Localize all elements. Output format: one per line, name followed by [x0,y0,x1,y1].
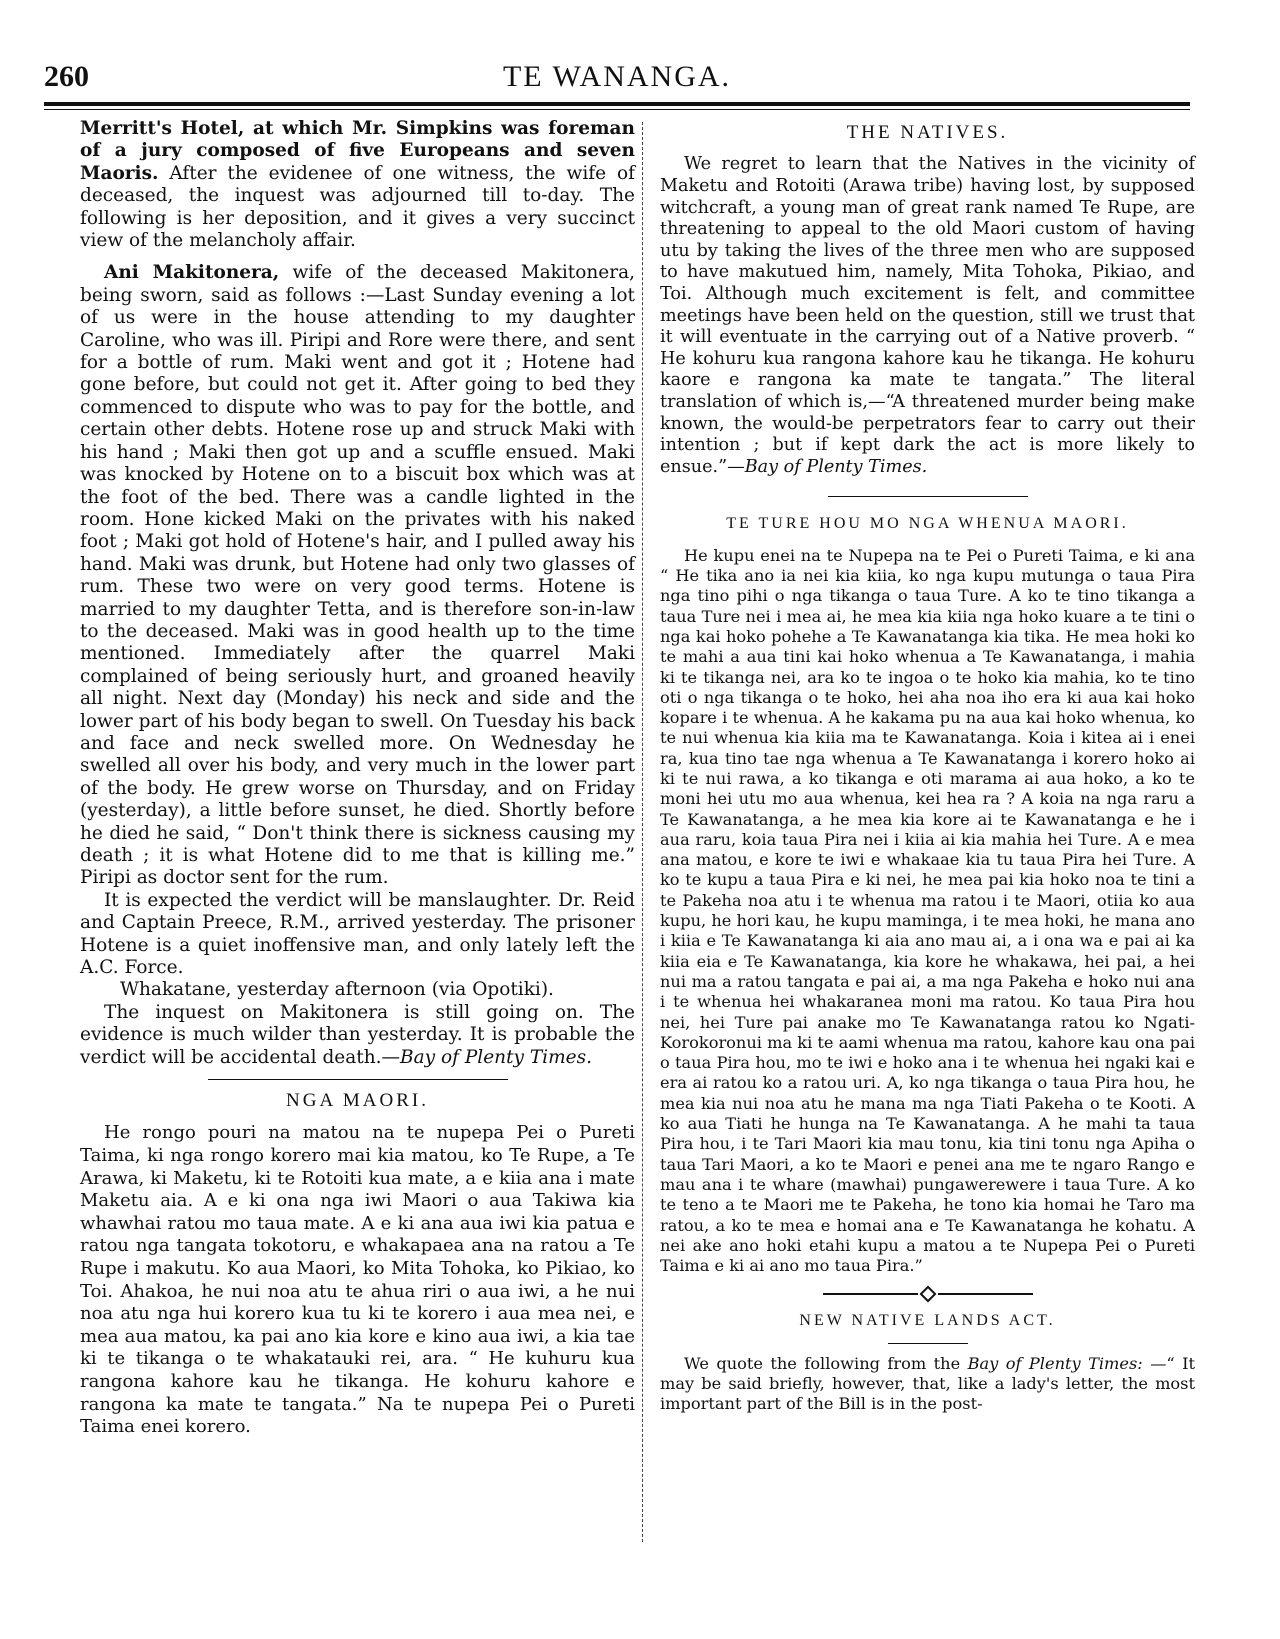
nga-maori-heading: NGA MAORI. [286,1090,429,1112]
nnla-source: Bay of Plenty Times: [967,1353,1143,1373]
natives-body [660,154,1195,478]
newspaper-title: TE WANANGA. [502,60,732,93]
natives-heading: THE NATIVES. [846,122,1009,143]
te-ture-body: He kupu enei na te Nupepa na te Pei o Pureti Taima, e ki ana “ He tika ano ia nei kia kiia, ko nga kupu mutunga o taua Pira nga tino pihi o nga tikanga o taua Ture. A ko te tino tikanga a taua Ture nei i mea ai, he mea kia kiia nga hoko kuare a te tini o nga kai hoko pohehe a Te Kawanatanga kia tika. He mea hoki ko te mahi a aua tini kai hoko whenua a Te Kawanatanga, i mahia ki te tikanga nei, ara ko te ingoa o te hoko kia mahia, ko te tino oti o nga tikanga o te hoko, hei aha noa iho era ki aua kai hoko kopare i te whenua. A he kakama pu na aua kai hoko whenua, ko te nui whenua kia kiia ma te Kawanatanga. Koia i kitea ai i enei ra, kua tino tae nga whenua a Te Kawanatanga i korero hoko ai ki te nui rawa, a ko tikanga e oti marama ai aua hoko, a ko te moni hei utu mo aua whenua, kei hea ra ? A koia na nga raru a Te Kawanatanga, a he mea kia kore ai te Kawanatanga e he i aua raru, koia taua Pira nei i kiia ai kia mahia hei Ture. A e mea ana matou, e kore te iwi e whakaae kia tu taua Pira hei Ture. A ko te kupu a taua Pira e ki nei, he mea pai kia hoko noa te tini a te Pakeha noa atu i te whenua ma ratou i te Maori, otiia ko aua kupu, he hori kau, he kupu maminga, i te mea hoki, he mana ano i kiia e Te Kawanatanga ki aia ano mau ai, a i ona wa e pai ai ka kiia eia e Te Kawanatanga, kia kore he whakawa, hei pai, a hei nui ma a ratou tangata e pai ai, a ma nga Pakeha e hoko nui ana i te whenua hei whakaranea moni ma ratou. Ko taua Pira hou nei, hei Ture pai anake mo Te Kawanatanga ratou ko Ngati-Korokoronui ma ki te aami whenua ma ratou, kahore kau ona pai o taua Pira hou, mo te iwi e hoko ana i te whenua hei ngaki kai e era ai ratou ko a ratou uri. A, ko nga tikanga o taua Pira hou, he mea kia nui noa atu he mana ma nga Tiati Pakeha o te Kooti. A ko aua Tiati he hunga na Te Kawanatanga. A he mahi ta taua Pira hou, i te Tari Maori kia mau tonu, kia tini tonu nga Apiha o taua Tari Maori, a ko te Maori e penei ana me te ngaro Rango e mau ana i te whare (mawhai) pungawerewere i taua Ture. A ko te teno a te Maori me te Pakeha, he tono kia homai he Taro ma ratou, a ko te mea e homai ana e Te Kawanatanga he kohatu. A nei ake ano hoki etahi kupu a matou a te Nupepa Pei o Pureti Taima e ki ai ano mo taua Pira.” [660,545,1195,1276]
inquest-intro-text: After the evidenee of one witness, the wife of deceased, the inquest was adjourned till to-day. The following is her deposition, and it gives a very succinct view of the melancholy affair. [80,162,635,252]
section-rule [828,496,1028,497]
inquest-intro-bold: Merritt's Hotel, at which Mr. Simpkins was foreman of a jury composed of five Europeans and seven Maoris. [80,118,635,184]
natives-text: We regret to learn that the Natives in the vicinity of Maketu and Rotoiti (Arawa tribe) having lost, by supposed witchcraft, a young man of great rank named Te Rupe, are threatening to appeal to the old Maori custom of having utu by taking the lives of the three men who are supposed to have makutued him, namely, Mita Tohoka, Pikiao, and Toi. Although much excitement is felt, and committee meetings have been held on the question, still we trust that it will eventuate in the carrying out of a Native proverb. “ He kohuru kua rangona kahore kau he tikanga. He kohuru kaore e rangona ka mate te tangata.” The literal translation of which is,—“A threatened murder being make known, the would-be perpetrators fear to carry out their intention ; but if kept dark the act is more likely to ensue.” [660,154,1195,477]
deposition [80,262,635,889]
masthead-rule [44,102,1190,106]
page-number: 260 [44,60,89,93]
nnla-intro: We quote the following from the [684,1353,968,1373]
masthead-rule-thin [44,109,1190,110]
new-native-lands-heading: NEW NATIVE LANDS ACT. [799,1312,1056,1330]
deponent-name: Ani Makitonera, [104,262,280,284]
followup-paragraph [80,1002,635,1069]
followup-text: The inquest on Makitonera is still going on. The evidence is much wilder than yesterday. It is probable the verdict will be accidental death. [80,1001,635,1068]
right-column [660,118,1195,1415]
section-rule [888,1343,968,1344]
natives-source: —Bay of Plenty Times. [727,456,928,477]
deposition-text: wife of the deceased Makitonera, being sworn, said as follows :—Last Sunday evening a lot of us were in the house attending to my daughter Caroline, who was ill. Piripi and Rore were there, and sent for a bottle of rum. Maki went and got it ; Hotene had gone before, but could not get it. After going to bed they commenced to dispute who was to pay for the bottle, and certain other debts. Hotene rose up and struck Maki with his hand ; Maki then got up and a scuffle ensued. Maki was knocked by Hotene on to a biscuit box which was at the foot of the bed. There was a candle lighted in the room. Hone kicked Maki on the privates with his naked foot ; Maki got hold of Hotene's hair, and I pulled away his hand. Maki was drunk, but Hotene had only two glasses of rum. These two were on very good terms. Hotene is married to my daughter Tetta, and is therefore son-in-law to the deceased. Maki was in good health up to the time mentioned. Immediately after the quarrel Maki complained of being seriously hurt, and groaned heavily all night. Next day (Monday) his neck and side and the lower part of his body began to swell. On Tuesday his back and face and neck swelled more. On Wednesday he swelled all over his body, and very much in the lower part of the body. He grew worse on Thursday, and on Friday (yesterday), a little before sunset, he died. Shortly before he died he said, “ Don't think there is sickness causing my death ; it is what Hotene did to me that is killing me.” Piripi as doctor sent for the rum. [80,262,635,889]
ornament-rule [823,1288,1033,1300]
section-rule [208,1079,508,1080]
nga-maori-body: He rongo pouri na matou na te nupepa Pei o Pureti Taima, ki nga rongo korero mai kia matou, ko Te Rupe, a Te Arawa, ki Maketu, ki te Rotoiti kua mate, a e kiia ana i mate Maketu aia. A e ki ona nga iwi Maori o aua Takiwa kia whawhai ratou mo taua mate. A e ki ana aua iwi kia patua e ratou nga tangata tokotoru, e whakapaea ana na ratou a Te Rupe i makutu. Ko aua Maori, ko Mita Tohoka, ko Pikiao, ko Toi. Ahakoa, he nui noa atu te ahua riri o aua iwi, a he nui noa atu nga hui korero kua tu ki te korero i aua mea nei, e mea aua matou, ka pai ano kia kore e kino aua iwi, a kia tae ki te tikanga o te whakatauki rei, ara. “ He kuhuru kua rangona kahore kau he tikanga. He kohuru kahore e rangona ka mate te tangata.” Na te nupepa Pei o Pureti Taima enei korero. [80,1122,635,1438]
column-divider [642,122,643,1542]
dateline: Whakatane, yesterday afternoon (via Opotiki). [120,979,554,1001]
diamond-ornament-icon [919,1286,936,1303]
verdict-paragraph: It is expected the verdict will be manslaughter. Dr. Reid and Captain Preece, R.M., arrived yesterday. The prisoner Hotene is a quiet inoffensive man, and only lately left the A.C. Force. [80,889,635,979]
left-column [80,118,635,1439]
followup-source: —Bay of Plenty Times. [381,1046,592,1068]
nnla-text: —“ It may be said briefly, however, that, like a lady's letter, the most important part of the Bill is in the post- [660,1353,1195,1414]
new-native-lands-body [660,1354,1195,1415]
te-ture-heading: TE TURE HOU MO NGA WHENUA MAORI. [726,515,1129,533]
inquest-intro [80,118,635,252]
masthead [44,60,1190,100]
